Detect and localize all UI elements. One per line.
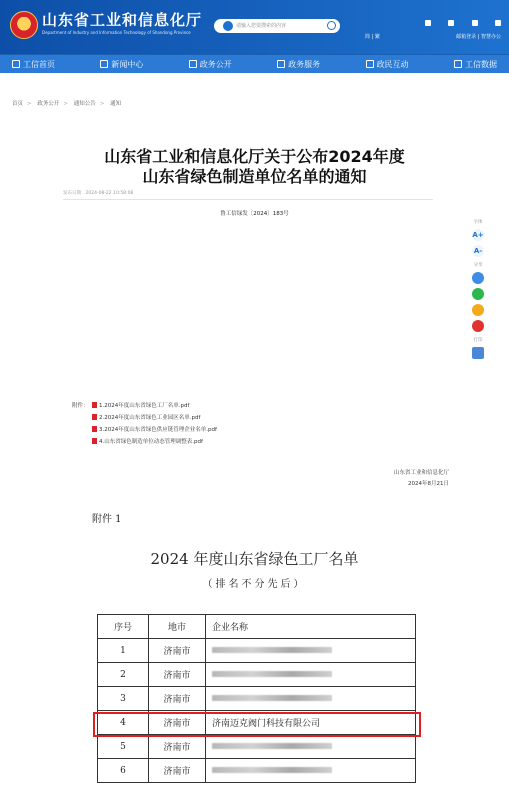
cell-city: 济南市 [149, 639, 206, 663]
site-title[interactable]: 山东省工业和信息化厅 [42, 11, 203, 29]
breadcrumb-home[interactable]: 首页 [12, 101, 24, 107]
font-decrease-button[interactable]: A- [473, 247, 483, 255]
annex-subtitle: （排名不分先后） [202, 579, 307, 590]
divider [63, 199, 433, 200]
article-title-line2: 山东省绿色制造单位名单的通知 [142, 167, 367, 186]
print-label: 打印 [473, 338, 483, 343]
green-factory-table [97, 614, 416, 783]
site-header [0, 0, 509, 54]
attachment-link[interactable] [92, 425, 217, 433]
nav-label: 政务公开 [199, 59, 232, 69]
site-subtitle: Department of Industry and Information Technology of Shandong Province [42, 30, 191, 35]
main-nav [0, 54, 509, 73]
home-icon [12, 60, 20, 68]
nav-label: 政务服务 [288, 59, 321, 69]
table-row-highlighted [98, 711, 416, 735]
breadcrumb [12, 99, 121, 107]
chat-icon [366, 60, 374, 68]
document-icon [277, 60, 285, 68]
font-increase-button[interactable]: A+ [472, 231, 484, 239]
language-switch[interactable]: 简 | 繁 [365, 34, 380, 40]
table-row [98, 639, 416, 663]
share-qq-icon[interactable] [472, 272, 484, 284]
breadcrumb-separator: > [27, 101, 32, 107]
cell-no: 4 [98, 711, 149, 735]
attachments-label: 附件： [72, 403, 89, 409]
pdf-icon [92, 438, 97, 444]
annex-title: 2024 年度山东省绿色工厂名单 [150, 550, 359, 568]
cell-city: 济南市 [149, 687, 206, 711]
nav-item-data[interactable] [454, 59, 497, 70]
attachment-name: 2.2024年度山东省绿色工业园区名单.pdf [99, 415, 201, 421]
cell-company-redacted [206, 663, 416, 687]
cell-city: 济南市 [149, 663, 206, 687]
cell-company-redacted [206, 687, 416, 711]
nav-item-news[interactable] [100, 59, 143, 70]
search-icon[interactable] [327, 21, 336, 30]
document-number: 鲁工信绿发〔2024〕183号 [220, 211, 289, 217]
column-header-city: 地市 [149, 615, 206, 639]
share-wechat-icon[interactable] [472, 288, 484, 300]
print-icon[interactable] [472, 347, 484, 359]
wechat-icon[interactable] [495, 20, 501, 26]
cell-no: 6 [98, 759, 149, 783]
breadcrumb-separator: > [99, 101, 105, 107]
mobile-icon[interactable] [448, 20, 454, 26]
sign-date: 2024年8月21日 [408, 481, 449, 487]
cell-no: 3 [98, 687, 149, 711]
cell-city: 济南市 [149, 735, 206, 759]
annex-label: 附件 1 [92, 514, 122, 525]
redaction-blur [212, 647, 332, 653]
nav-item-interaction[interactable] [366, 59, 409, 70]
sign-organization: 山东省工业和信息化厅 [393, 470, 449, 476]
attachment-link[interactable] [92, 413, 200, 421]
column-header-company: 企业名称 [206, 615, 416, 639]
nav-label: 新闻中心 [111, 59, 144, 69]
nav-label: 工信数据 [464, 59, 497, 69]
header-links[interactable]: 邮箱登录 | 智慧办公 [456, 34, 501, 40]
pdf-icon [92, 402, 97, 408]
attachment-name: 1.2024年度山东省绿色工厂名单.pdf [99, 403, 190, 409]
nav-item-home[interactable] [12, 59, 55, 70]
pdf-icon [92, 426, 97, 432]
news-icon [100, 60, 108, 68]
attachment-link[interactable] [92, 437, 203, 445]
redaction-blur [212, 671, 332, 677]
signature-block [394, 468, 449, 490]
pdf-icon [92, 414, 97, 420]
search-box[interactable] [214, 19, 340, 33]
table-row [98, 759, 416, 783]
nav-item-service[interactable] [277, 59, 320, 70]
table-header-row [98, 615, 416, 639]
monitor-icon [189, 60, 197, 68]
database-icon [454, 60, 462, 68]
font-size-label: 字体 [473, 220, 483, 225]
share-weibo-icon[interactable] [472, 320, 484, 332]
cell-city: 济南市 [149, 759, 206, 783]
side-toolbar [468, 214, 488, 363]
emblem-icon [10, 11, 38, 39]
cell-no: 5 [98, 735, 149, 759]
table-row [98, 735, 416, 759]
column-header-no: 序号 [98, 615, 149, 639]
article-meta: 发布日期：2024-08-22 10:58:08 [63, 191, 134, 196]
cell-company: 济南迈克阀门科技有限公司 [206, 711, 416, 735]
weibo-icon[interactable] [472, 20, 478, 26]
table-row [98, 687, 416, 711]
cell-no: 1 [98, 639, 149, 663]
cell-no: 2 [98, 663, 149, 687]
redaction-blur [212, 767, 332, 773]
cell-company-redacted [206, 639, 416, 663]
nav-label: 政民互动 [376, 59, 409, 69]
nav-label: 工信首页 [23, 59, 55, 69]
search-tag-icon [223, 21, 233, 31]
redaction-blur [212, 743, 332, 749]
attachment-link[interactable] [92, 401, 189, 409]
breadcrumb-separator: > [63, 101, 68, 107]
search-input[interactable]: 请输入您要搜索的内容 [236, 23, 287, 29]
article-title-line1: 山东省工业和信息化厅关于公布2024年度 [104, 147, 405, 166]
attachment-name: 3.2024年度山东省绿色供应链管理企业名单.pdf [99, 427, 217, 433]
attachment-name: 4.山东省绿色制造单位动态管理调整表.pdf [99, 439, 203, 445]
share-qzone-icon[interactable] [472, 304, 484, 316]
nav-item-gov-open[interactable] [189, 59, 232, 70]
cell-company-redacted [206, 759, 416, 783]
cell-company-redacted [206, 735, 416, 759]
breadcrumb-current: 通知 [110, 101, 122, 107]
table-row [98, 663, 416, 687]
accessibility-icon[interactable] [425, 20, 431, 26]
breadcrumb-notices[interactable]: 通知公告 [73, 101, 96, 107]
redaction-blur [212, 695, 332, 701]
share-label: 分享 [473, 263, 483, 268]
cell-city: 济南市 [149, 711, 206, 735]
breadcrumb-gov-open[interactable]: 政务公开 [37, 101, 60, 107]
header-tools [425, 20, 501, 26]
